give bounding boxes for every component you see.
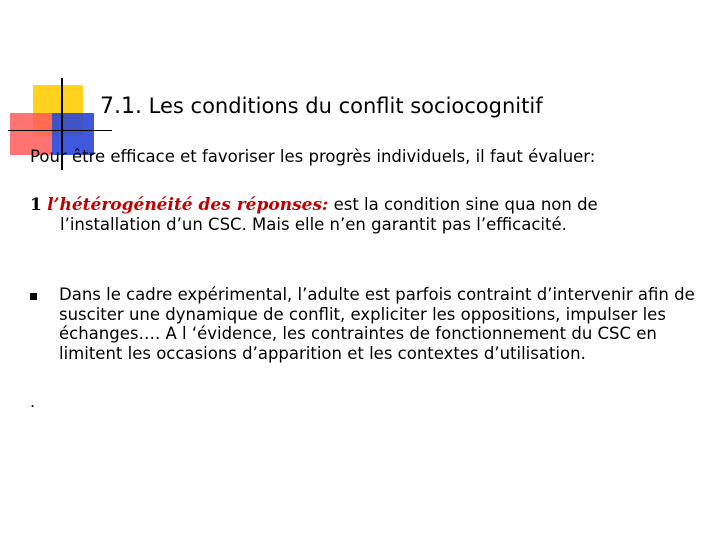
- intro-text: Pour être efficace et favoriser les progrès individuels, il faut évaluer:: [30, 147, 596, 166]
- bullet-text: Dans le cadre expérimental, l’adulte est parfois contraint d’intervenir afin de susciter une dynamique de conflit, expliciter les oppositions, impulser les échanges…. A l ‘évidence, les contraintes de fonctionnement du CSC en limitent les occasions d’apparition et les contextes d’utilisation.: [59, 285, 695, 363]
- trailing-dot: .: [30, 392, 36, 411]
- slide-title: [100, 94, 543, 119]
- bullet-square-icon: [30, 293, 37, 300]
- condition-text-line2: l’installation d’un CSC. Mais elle n’en garantit pas l’efficacité.: [60, 215, 567, 234]
- condition-paragraph: [30, 195, 690, 234]
- decor-horizontal-line: [8, 130, 112, 131]
- title-text: Les conditions du conflit sociocognitif: [148, 94, 543, 118]
- condition-number: 1: [30, 195, 42, 215]
- condition-text-line1: est la condition sine qua non de: [328, 195, 598, 214]
- title-number: 7.1.: [100, 94, 142, 119]
- condition-highlight: l’hétérogénéité des réponses:: [47, 195, 329, 215]
